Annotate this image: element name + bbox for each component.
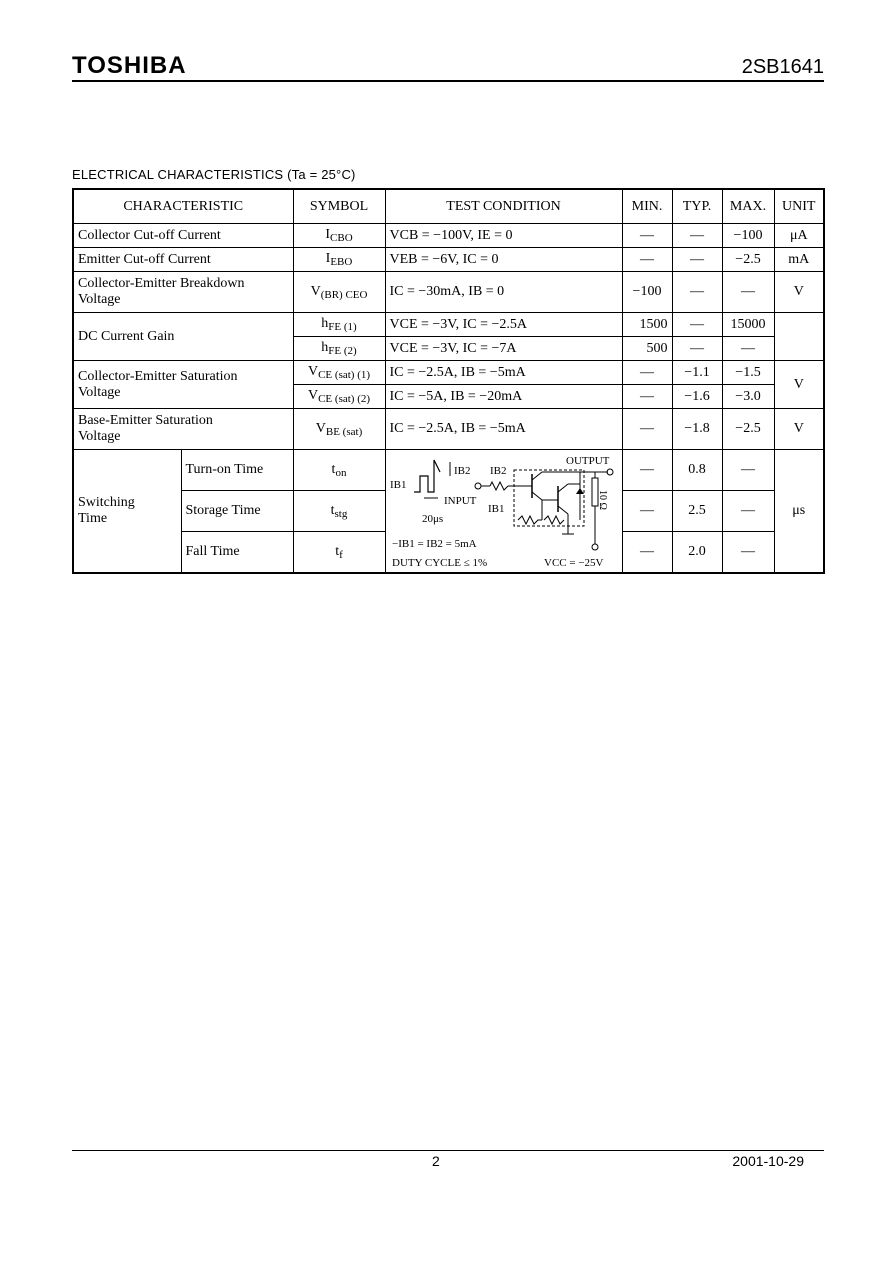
table-row bbox=[73, 361, 824, 385]
q1-emitter bbox=[532, 492, 542, 500]
table-row bbox=[73, 409, 824, 450]
min-value: — bbox=[622, 224, 672, 248]
symbol: $V_{CE (sat) (1)}$ bbox=[293, 361, 385, 385]
symbol: $t_f$ bbox=[293, 532, 385, 574]
sub-characteristic: Storage Time bbox=[181, 491, 293, 532]
q2-collector bbox=[558, 484, 568, 492]
section-title: ELECTRICAL CHARACTERISTICS (Ta = 25°C) bbox=[72, 167, 356, 182]
duty-cycle: DUTY CYCLE ≤ 1% bbox=[391, 557, 487, 569]
max-value: 15000 bbox=[722, 313, 774, 337]
test-condition: VCB = −100V, IE = 0 bbox=[385, 224, 622, 248]
min-value: — bbox=[622, 385, 672, 409]
symbol: $h_{FE (2)}$ bbox=[293, 337, 385, 361]
col-max: MAX. bbox=[722, 189, 774, 224]
typ-value: 2.5 bbox=[672, 491, 722, 532]
unit: μA bbox=[774, 224, 824, 248]
table-row bbox=[73, 272, 824, 313]
switching-test-circuit bbox=[385, 450, 622, 574]
max-value: −3.0 bbox=[722, 385, 774, 409]
internal-resistor-2 bbox=[544, 516, 564, 524]
unit: V bbox=[774, 409, 824, 450]
typ-value: — bbox=[672, 248, 722, 272]
resistor-label: 10 Ω bbox=[596, 490, 608, 510]
brand-logo: TOSHIBA bbox=[72, 52, 187, 79]
test-condition: IC = −30mA, IB = 0 bbox=[385, 272, 622, 313]
test-condition: VCE = −3V, IC = −2.5A bbox=[385, 313, 622, 337]
typ-value: — bbox=[672, 224, 722, 248]
characteristic: Collector Cut-off Current bbox=[73, 224, 293, 248]
input-label: INPUT bbox=[443, 495, 476, 507]
typ-value: 0.8 bbox=[672, 450, 722, 491]
col-symbol: SYMBOL bbox=[293, 189, 385, 224]
col-unit: UNIT bbox=[774, 189, 824, 224]
characteristic: Collector-Emitter Breakdown Voltage bbox=[73, 272, 293, 313]
test-condition: IC = −2.5A, IB = −5mA bbox=[385, 361, 622, 385]
min-value: — bbox=[622, 361, 672, 385]
pulse-waveform bbox=[414, 460, 440, 492]
unit: mA bbox=[774, 248, 824, 272]
symbol: $I_{EBO}$ bbox=[293, 248, 385, 272]
q2-emitter bbox=[558, 506, 568, 514]
characteristic: Collector-Emitter Saturation Voltage bbox=[73, 361, 293, 409]
header-rule bbox=[72, 80, 824, 82]
output-label: OUTPUT bbox=[565, 455, 609, 467]
part-number: 2SB1641 bbox=[741, 56, 824, 78]
diode-symbol bbox=[576, 488, 584, 494]
ib2-label-b: IB2 bbox=[489, 465, 506, 477]
test-condition: VEB = −6V, IC = 0 bbox=[385, 248, 622, 272]
symbol: $t_{on}$ bbox=[293, 450, 385, 491]
symbol: $I_{CBO}$ bbox=[293, 224, 385, 248]
vcc-terminal bbox=[592, 544, 598, 550]
characteristic: Switching Time bbox=[73, 450, 181, 574]
min-value: −100 bbox=[622, 272, 672, 313]
min-value: — bbox=[622, 491, 672, 532]
sub-characteristic: Turn-on Time bbox=[181, 450, 293, 491]
input-terminal bbox=[475, 483, 481, 489]
col-min: MIN. bbox=[622, 189, 672, 224]
unit: μs bbox=[774, 450, 824, 574]
typ-value: −1.6 bbox=[672, 385, 722, 409]
test-condition: VCE = −3V, IC = −7A bbox=[385, 337, 622, 361]
min-value: — bbox=[622, 409, 672, 450]
max-value: — bbox=[722, 272, 774, 313]
table-row bbox=[73, 450, 824, 491]
revision-date: 2001-10-29 bbox=[732, 1153, 804, 1169]
min-value: 1500 bbox=[622, 313, 672, 337]
max-value: — bbox=[722, 450, 774, 491]
sub-characteristic: Fall Time bbox=[181, 532, 293, 574]
electrical-characteristics-table bbox=[72, 188, 825, 574]
symbol: $V_{CE (sat) (2)}$ bbox=[293, 385, 385, 409]
table-row bbox=[73, 224, 824, 248]
internal-resistor-1 bbox=[518, 516, 542, 524]
vcc-label: VCC = −25V bbox=[543, 557, 603, 569]
test-condition: IC = −2.5A, IB = −5mA bbox=[385, 409, 622, 450]
symbol: $t_{stg}$ bbox=[293, 491, 385, 532]
max-value: −100 bbox=[722, 224, 774, 248]
ib1-label-b: IB1 bbox=[487, 503, 504, 515]
max-value: — bbox=[722, 337, 774, 361]
current-condition: −IB1 = IB2 = 5mA bbox=[391, 538, 477, 550]
typ-value: −1.8 bbox=[672, 409, 722, 450]
table-row bbox=[73, 313, 824, 337]
unit: V bbox=[774, 272, 824, 313]
table-row bbox=[73, 248, 824, 272]
typ-value: — bbox=[672, 272, 722, 313]
min-value: 500 bbox=[622, 337, 672, 361]
col-test-condition: TEST CONDITION bbox=[385, 189, 622, 224]
symbol: $V_{BE (sat)}$ bbox=[293, 409, 385, 450]
max-value: — bbox=[722, 532, 774, 574]
input-resistor bbox=[490, 482, 508, 490]
ib2-label: IB2 bbox=[453, 465, 470, 477]
typ-value: 2.0 bbox=[672, 532, 722, 574]
max-value: −2.5 bbox=[722, 409, 774, 450]
col-typ: TYP. bbox=[672, 189, 722, 224]
header-row bbox=[73, 189, 824, 224]
characteristic: Emitter Cut-off Current bbox=[73, 248, 293, 272]
unit bbox=[774, 313, 824, 361]
q1-collector bbox=[532, 472, 542, 480]
max-value: −2.5 bbox=[722, 248, 774, 272]
typ-value: −1.1 bbox=[672, 361, 722, 385]
characteristic: DC Current Gain bbox=[73, 313, 293, 361]
min-value: — bbox=[622, 248, 672, 272]
max-value: — bbox=[722, 491, 774, 532]
circuit-diagram bbox=[386, 450, 623, 574]
symbol: $V_{(BR) CEO}$ bbox=[293, 272, 385, 313]
page-number: 2 bbox=[432, 1153, 440, 1169]
characteristic: Base-Emitter Saturation Voltage bbox=[73, 409, 293, 450]
pulse-width-label: 20μs bbox=[421, 513, 443, 525]
col-characteristic: CHARACTERISTIC bbox=[73, 189, 293, 224]
ib1-label: IB1 bbox=[389, 479, 406, 491]
min-value: — bbox=[622, 532, 672, 574]
footer-rule bbox=[72, 1150, 824, 1151]
typ-value: — bbox=[672, 313, 722, 337]
typ-value: — bbox=[672, 337, 722, 361]
symbol: $h_{FE (1)}$ bbox=[293, 313, 385, 337]
max-value: −1.5 bbox=[722, 361, 774, 385]
min-value: — bbox=[622, 450, 672, 491]
test-condition: IC = −5A, IB = −20mA bbox=[385, 385, 622, 409]
unit: V bbox=[774, 361, 824, 409]
